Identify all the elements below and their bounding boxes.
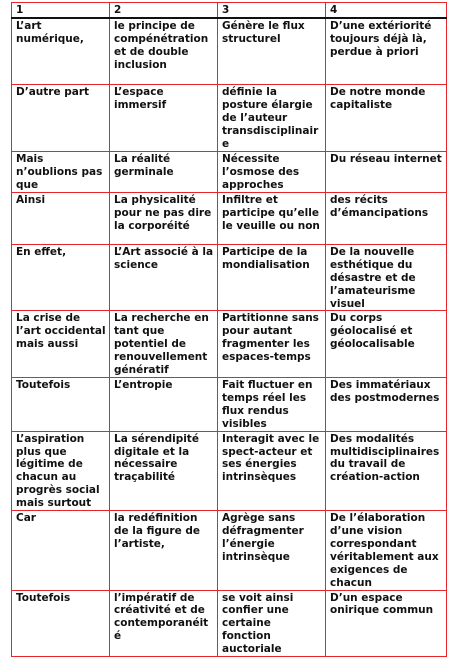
cell-text: La crise de l’art occidental mais aussi [16, 312, 106, 351]
table-row [12, 18, 447, 85]
cell-text: Génère le flux structurel [222, 19, 305, 45]
table-cell [12, 18, 110, 85]
table-cell [110, 378, 218, 432]
cell-text: Infiltre et participe qu’elle le veuille ou non [222, 193, 320, 232]
table-cell [218, 311, 326, 378]
table-cell [110, 511, 218, 590]
table-cell [12, 151, 110, 192]
document-page [11, 2, 446, 656]
cell-text: De la nouvelle esthétique du désastre et de l’amateurisme visuel [330, 245, 416, 310]
column-header-label: 3 [222, 4, 230, 16]
table-cell [326, 511, 447, 590]
table-cell [110, 192, 218, 244]
table-cell [12, 378, 110, 432]
table-cell [110, 151, 218, 192]
cell-text: De notre monde capitaliste [330, 86, 426, 112]
cell-text: l’impératif de créativité et de contemporanéité [114, 591, 209, 643]
cell-text: L’aspiration plus que légitime de chacun au progrès social mais surtout [16, 432, 100, 510]
table-cell [326, 244, 447, 311]
table-cell [110, 431, 218, 510]
cell-text: Participe de la mondialisation [222, 245, 310, 271]
table-cell [326, 378, 447, 432]
table-cell [12, 85, 110, 152]
header-row [12, 3, 447, 18]
table-cell [326, 311, 447, 378]
cell-text: le principe de compénétration et de double inclusion [114, 19, 209, 71]
table-cell [218, 431, 326, 510]
table-cell [12, 431, 110, 510]
table-cell [12, 511, 110, 590]
table-cell [12, 590, 110, 657]
column-header-1 [12, 3, 110, 18]
cell-text: des récits d’émancipations [330, 193, 429, 219]
cell-text: Du corps géolocalisé et géolocalisable [330, 312, 415, 351]
table-row [12, 311, 447, 378]
table-row [12, 192, 447, 244]
cell-text: L’art numérique, [16, 19, 84, 45]
table-row [12, 151, 447, 192]
cell-text: D’une extériorité toujours déjà là, perdue à priori [330, 19, 432, 58]
cell-text: De l’élaboration d’une vision correspondant véritablement aux exigences de chacun [330, 512, 439, 589]
cell-text: Partitionne sans pour autant fragmenter les espaces-temps [222, 312, 319, 364]
table-cell [218, 192, 326, 244]
cell-text: Toutefois [16, 591, 71, 604]
table-cell [326, 192, 447, 244]
table-cell [326, 151, 447, 192]
column-header-2 [110, 3, 218, 18]
cell-text: En effet, [16, 245, 67, 258]
table-cell [218, 511, 326, 590]
cell-text: La sérendipité digitale et la nécessaire traçabilité [114, 432, 199, 484]
cell-text: D’un espace onirique commun [330, 591, 434, 617]
table-cell [110, 85, 218, 152]
cell-text: La réalité germinale [114, 152, 174, 178]
column-header-3 [218, 3, 326, 18]
table-cell [326, 18, 447, 85]
table-row [12, 85, 447, 152]
table-cell [326, 85, 447, 152]
table-cell [326, 431, 447, 510]
table-cell [218, 244, 326, 311]
cell-text: Du réseau internet [330, 152, 442, 165]
cell-text: Des immatériaux des postmodernes [330, 379, 440, 404]
cell-text: La recherche en tant que potentiel de renouvellement génératif [114, 312, 209, 377]
cell-text: L’entropie [114, 379, 173, 391]
cell-text: Ainsi [16, 193, 46, 206]
cell-text: La physicalité pour ne pas dire la corporéité [114, 193, 212, 232]
cell-text: Des modalités multidisciplinaires du travail de création-action [330, 432, 440, 484]
table-cell [12, 244, 110, 311]
cell-text: Agrège sans défragmenter l’énergie intrinsèque [222, 512, 304, 563]
cell-text: Car [16, 512, 36, 525]
table-cell [218, 151, 326, 192]
phrase-table [11, 2, 447, 657]
cell-text: Interagit avec le spect-acteur et ses énergies intrinsèques [222, 432, 320, 484]
table-cell [218, 85, 326, 152]
column-header-4 [326, 3, 447, 18]
table-row [12, 244, 447, 311]
cell-text: Mais n’oublions pas que [16, 152, 103, 191]
cell-text: se voit ainsi confier une certaine fonction auctoriale [222, 591, 294, 656]
cell-text: L’Art associé à la science [114, 245, 214, 271]
table-cell [110, 590, 218, 657]
table-cell [12, 192, 110, 244]
table-cell [110, 244, 218, 311]
table-cell [218, 18, 326, 85]
table-cell [110, 18, 218, 85]
cell-text: Fait fluctuer en temps réel les flux rendus visibles [222, 379, 313, 430]
table-row [12, 378, 447, 432]
cell-text: la redéfinition de la figure de l’artiste, [114, 512, 200, 550]
cell-text: Nécessite l’osmose des approches [222, 152, 300, 191]
table-cell [12, 311, 110, 378]
table-cell [326, 590, 447, 657]
cell-text: définie la posture élargie de l’auteur transdisciplinaire [222, 86, 319, 151]
table-row [12, 511, 447, 590]
table-body [12, 3, 447, 657]
cell-text: L’espace immersif [114, 86, 167, 112]
column-header-label: 4 [330, 4, 338, 16]
table-cell [110, 311, 218, 378]
table-row [12, 590, 447, 657]
column-header-label: 1 [16, 4, 24, 16]
table-cell [218, 590, 326, 657]
cell-text: D’autre part [16, 86, 90, 99]
cell-text: Toutefois [16, 379, 71, 391]
column-header-label: 2 [114, 4, 122, 16]
table-row [12, 431, 447, 510]
table-cell [218, 378, 326, 432]
